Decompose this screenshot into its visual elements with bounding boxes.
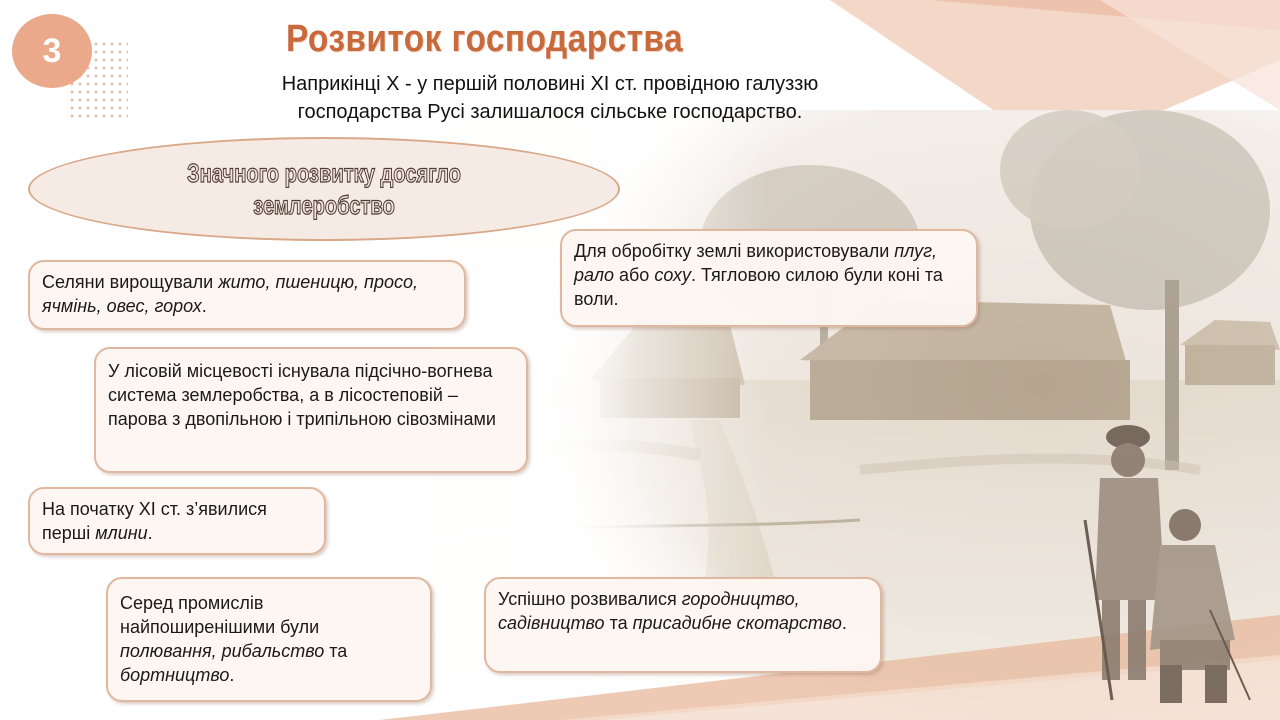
- crafts-card: [106, 577, 432, 702]
- agriculture-heading-oval: [28, 137, 620, 241]
- mills-card: [28, 487, 326, 555]
- farming-systems-text: У лісовій місцевості існувала підсічно-вогнева система землеробства, а в лісостеповій – парова з двопільною і трипільною сівозмінами: [108, 361, 496, 429]
- tools-term-1: плуг, рало: [574, 241, 938, 285]
- slide-number: 3: [42, 31, 62, 70]
- gardening-term-1: городництво, садівництво: [498, 589, 800, 633]
- tools-text-2: або: [613, 265, 655, 285]
- tools-card: [560, 229, 978, 327]
- crops-list: жито, пшеницю, просо, ячмінь, овес, горох: [42, 272, 418, 316]
- gardening-text-1: Успішно розвивалися: [498, 589, 682, 609]
- crafts-term-2: бортництво: [120, 665, 230, 685]
- mills-text-1: На початку ХІ ст. з’явилися перші: [42, 499, 267, 543]
- tools-text-1: Для обробітку землі використовували: [574, 241, 895, 261]
- intro-line-1: Наприкінці Х - у першій половині ХІ ст. провідною галуззю: [281, 73, 819, 95]
- crops-text-1: Селяни вирощували: [42, 272, 219, 292]
- agriculture-heading-line-2: землеробство: [253, 190, 395, 220]
- agriculture-heading-line-1: Значного розвитку досягло: [187, 158, 461, 188]
- crafts-text-2: та: [324, 641, 348, 661]
- tools-term-2: соху: [654, 265, 691, 285]
- gardening-text-2: та: [604, 613, 633, 633]
- agriculture-heading: [104, 157, 544, 221]
- slide-number-badge: [12, 14, 92, 88]
- crafts-text-1: Серед промислів найпоширенішими були: [120, 593, 320, 637]
- page-title: Розвиток господарства: [286, 18, 684, 60]
- gardening-card: [484, 577, 882, 673]
- crafts-text-3: .: [229, 665, 235, 685]
- gardening-term-2: присадибне скотарство: [632, 613, 842, 633]
- farming-systems-card: [94, 347, 528, 473]
- gardening-text-3: .: [841, 613, 847, 633]
- mills-text-2: .: [147, 523, 153, 543]
- crafts-term-1: полювання, рибальство: [120, 641, 325, 661]
- crops-text-2: .: [201, 296, 207, 316]
- intro-line-2: господарства Русі залишалося сільське господарство.: [297, 101, 803, 123]
- intro-text: [180, 70, 920, 126]
- mills-term: млини: [95, 523, 148, 543]
- crops-card: [28, 260, 466, 330]
- tools-text-3: . Тягловою силою були коні та воли.: [574, 265, 943, 309]
